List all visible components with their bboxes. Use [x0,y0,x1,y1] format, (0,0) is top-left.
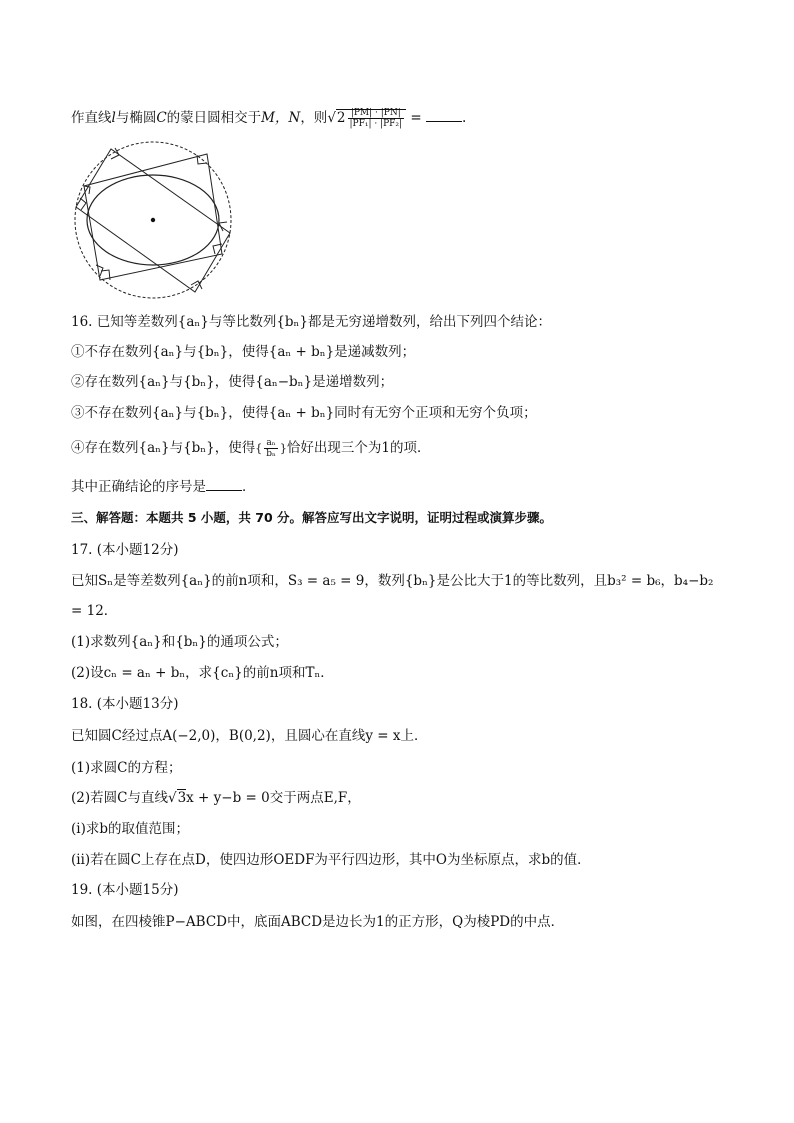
q16-c4-den: bₙ [266,449,276,459]
q15-eq: = [406,110,426,126]
q17-line-2: = 12． [71,603,118,619]
q15-answer-blank [426,109,462,122]
q16-c4-pre: ④存在数列{aₙ}与{bₙ}，使得 [71,440,256,456]
q16-stem: 16. 已知等差数列{aₙ}与等比数列{bₙ}都是无穷递增数列，给出下列四个结论： [71,314,551,330]
q16-answer-blank [206,478,242,491]
q18-line-1: 已知圆C经过点A(−2,0)，B(0,2)，且圆心在直线y = x上． [71,728,428,744]
q16-ask-text: 其中正确结论的序号是 [71,479,206,495]
q16-c4-num: aₙ [264,438,278,449]
q16-c4-post: 恰好出现三个为1的项． [286,440,431,456]
q15-frac-den: |PF₁| · |PF₂| [349,119,403,129]
section-3-heading: 三、解答题：本题共 5 小题，共 70 分。解答应写出文字说明，证明过程或演算步骤。 [71,510,553,525]
q15-var-l: l [111,110,116,126]
q16-ask-end: ． [242,479,256,495]
q18-part-2: (2)若圆C与直线√3x + y−b = 0交于两点E,F， [71,790,361,806]
q15-text-a: 作直线 [71,110,112,126]
q15-var-mn: M，N [261,110,301,126]
q19-head: 19. (本小题15分) [71,882,179,898]
q15-sqrt [336,108,406,129]
center-point [151,218,155,222]
q18-p2-sqrt: 3 [177,790,187,806]
q15-text-c: 的蒙日圆相交于 [166,110,262,126]
q17-part-2: (2)设cₙ = aₙ + bₙ，求{cₙ}的前n项和Tₙ． [71,665,334,681]
q16-conclusion-4: ④存在数列{aₙ}与{bₙ}，使得{ $\frac{\text{aₙ}}{\text{bₙ}}$ }恰好出现三个为1的项． [71,438,431,459]
q16-c4-fraction [264,438,278,459]
q17-part-1: (1)求数列{aₙ}和{bₙ}的通项公式； [71,634,288,650]
q16-conclusion-2: ②存在数列{aₙ}与{bₙ}，使得{aₙ−bₙ}是递增数列； [71,374,394,390]
q17-line-1: 已知Sₙ是等差数列{aₙ}的前n项和，S₃ = a₅ = 9，数列{bₙ}是公比大于1的等比数列，且b₃² = b₆，b₄−b₂ [71,573,714,589]
q16-conclusion-3: ③不存在数列{aₙ}与{bₙ}，使得{aₙ + bₙ}同时有无穷个正项和无穷个负项； [71,405,537,421]
q18-part-i: (ⅰ)求b的取值范围； [71,821,189,837]
q18-part-1: (1)求圆C的方程； [71,760,182,776]
q18-p2-pre: (2)若圆C与直线 [71,790,168,806]
q15-sqrt-2: 2 [336,110,346,126]
q15-var-c: C [156,110,167,126]
q15-frac-num: |PM| · |PN| [348,108,405,119]
q16-ask [71,478,256,496]
q15-text-d: ，则 [300,110,328,126]
q15-line: 作直线l与椭圆C的蒙日圆相交于M，N，则√2 $\frac{|PM| \cdot |PN|}{\text{|PF₁| · |PF₂|}}$ = . [71,108,467,129]
q18-head: 18. (本小题13分) [71,696,179,712]
tangent-rectangle-2 [84,154,222,280]
q15-text-b: 与椭圆 [115,110,157,126]
monge-circle-figure [70,140,236,302]
q17-head: 17. (本小题12分) [71,542,179,558]
q19-line-1: 如图，在四棱锥P−ABCD中，底面ABCD是边长为1的正方形，Q为棱PD的中点． [71,914,565,930]
q15-end: . [461,110,467,126]
q18-p2-post: x + y−b = 0交于两点E,F， [186,790,361,806]
q15-fraction [348,108,405,129]
q16-conclusion-1: ①不存在数列{aₙ}与{bₙ}，使得{aₙ + bₙ}是递减数列； [71,344,416,360]
q18-part-ii: (ⅱ)若在圆C上存在点D，使四边形OEDF为平行四边形，其中O为坐标原点，求b的值． [71,852,591,868]
